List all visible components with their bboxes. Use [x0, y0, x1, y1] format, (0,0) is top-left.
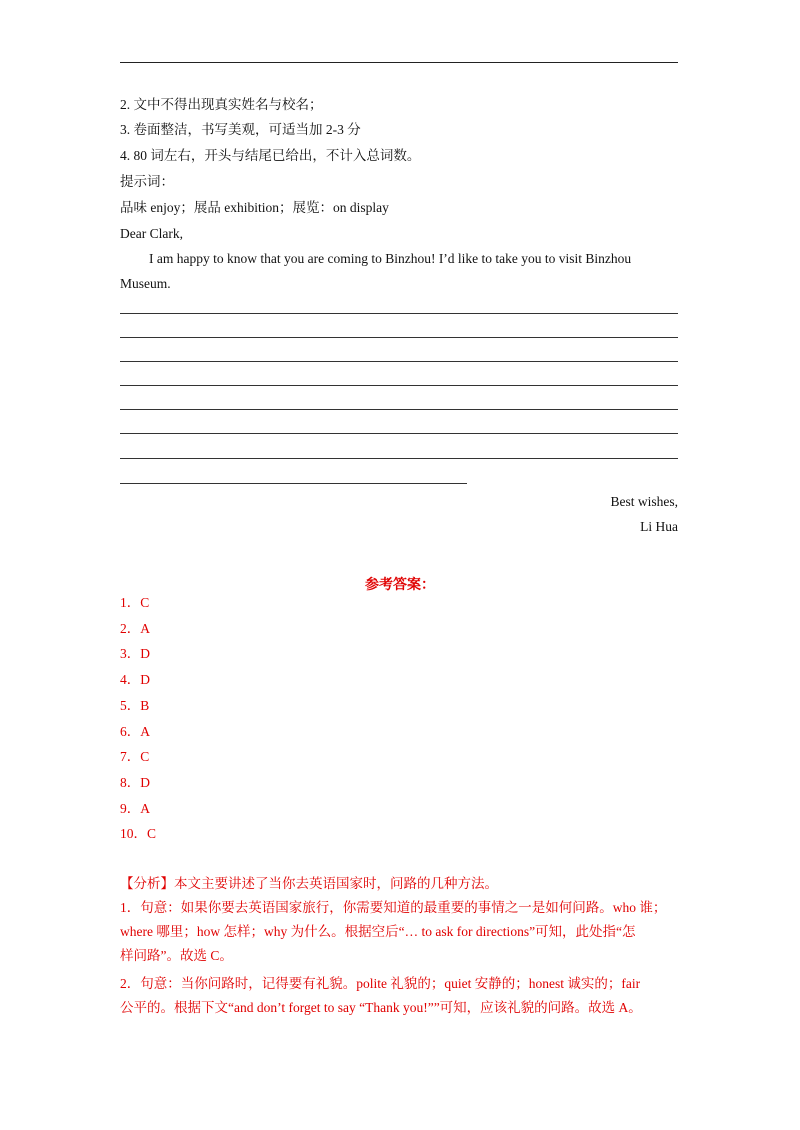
requirement-4: 4. 80 词左右，开头与结尾已给出，不计入总词数。 [120, 148, 421, 163]
answer-item: 2．A [120, 621, 150, 636]
requirement-3: 3. 卷面整洁，书写美观，可适当加 2-3 分 [120, 122, 361, 137]
answer-item: 3．D [120, 646, 150, 661]
letter-opening-line-1: I am happy to know that you are coming to Binzhou! I’d like to take you to visit Binzhou [149, 251, 632, 266]
analysis-q1-line1: 1．句意：如果你要去英语国家旅行，你需要知道的最重要的事情之一是如何问路。who 谁； [120, 900, 667, 915]
analysis-q1-line2: where 哪里；how 怎样；why 为什么。根据空后“… to ask for directions”可知，此处指“怎 [120, 924, 636, 939]
answer-item: 5．B [120, 698, 150, 713]
answer-item: 1．C [120, 595, 150, 610]
header-rule [120, 62, 678, 63]
writing-line[interactable] [120, 337, 678, 338]
writing-line-last[interactable] [120, 483, 467, 484]
writing-line[interactable] [120, 361, 678, 362]
answer-title: 参考答案： [365, 577, 435, 593]
answer-item: 8．D [120, 775, 150, 790]
answer-item: 6．A [120, 724, 150, 739]
letter-closing: Best wishes, [610, 494, 678, 509]
analysis-intro: 【分析】本文主要讲述了当你去英语国家时，问路的几种方法。 [120, 876, 498, 891]
letter-opening-line-2: Museum. [120, 276, 171, 291]
letter-signature: Li Hua [640, 519, 678, 534]
answer-item: 9．A [120, 801, 150, 816]
analysis-q2-line2: 公平的。根据下文“and don’t forget to say “Thank you!””可知，应该礼貌的问路。故选 A。 [120, 1000, 642, 1015]
analysis-q1-line3: 样问路”。故选 C。 [120, 948, 233, 963]
writing-line[interactable] [120, 433, 678, 434]
analysis-q2-line1: 2．句意：当你问路时，记得要有礼貌。polite 礼貌的；quiet 安静的；honest 诚实的；fair [120, 976, 641, 991]
answer-item: 10．C [120, 826, 157, 841]
answer-item: 4．D [120, 672, 150, 687]
hint-label: 提示词： [120, 174, 174, 189]
writing-line[interactable] [120, 458, 678, 459]
writing-line[interactable] [120, 313, 678, 314]
answer-item: 7．C [120, 749, 150, 764]
writing-line[interactable] [120, 409, 678, 410]
writing-line[interactable] [120, 385, 678, 386]
hint-words: 品味 enjoy；展品 exhibition；展览：on display [120, 200, 389, 215]
requirement-2: 2. 文中不得出现真实姓名与校名； [120, 97, 323, 112]
letter-greeting: Dear Clark, [120, 226, 183, 241]
